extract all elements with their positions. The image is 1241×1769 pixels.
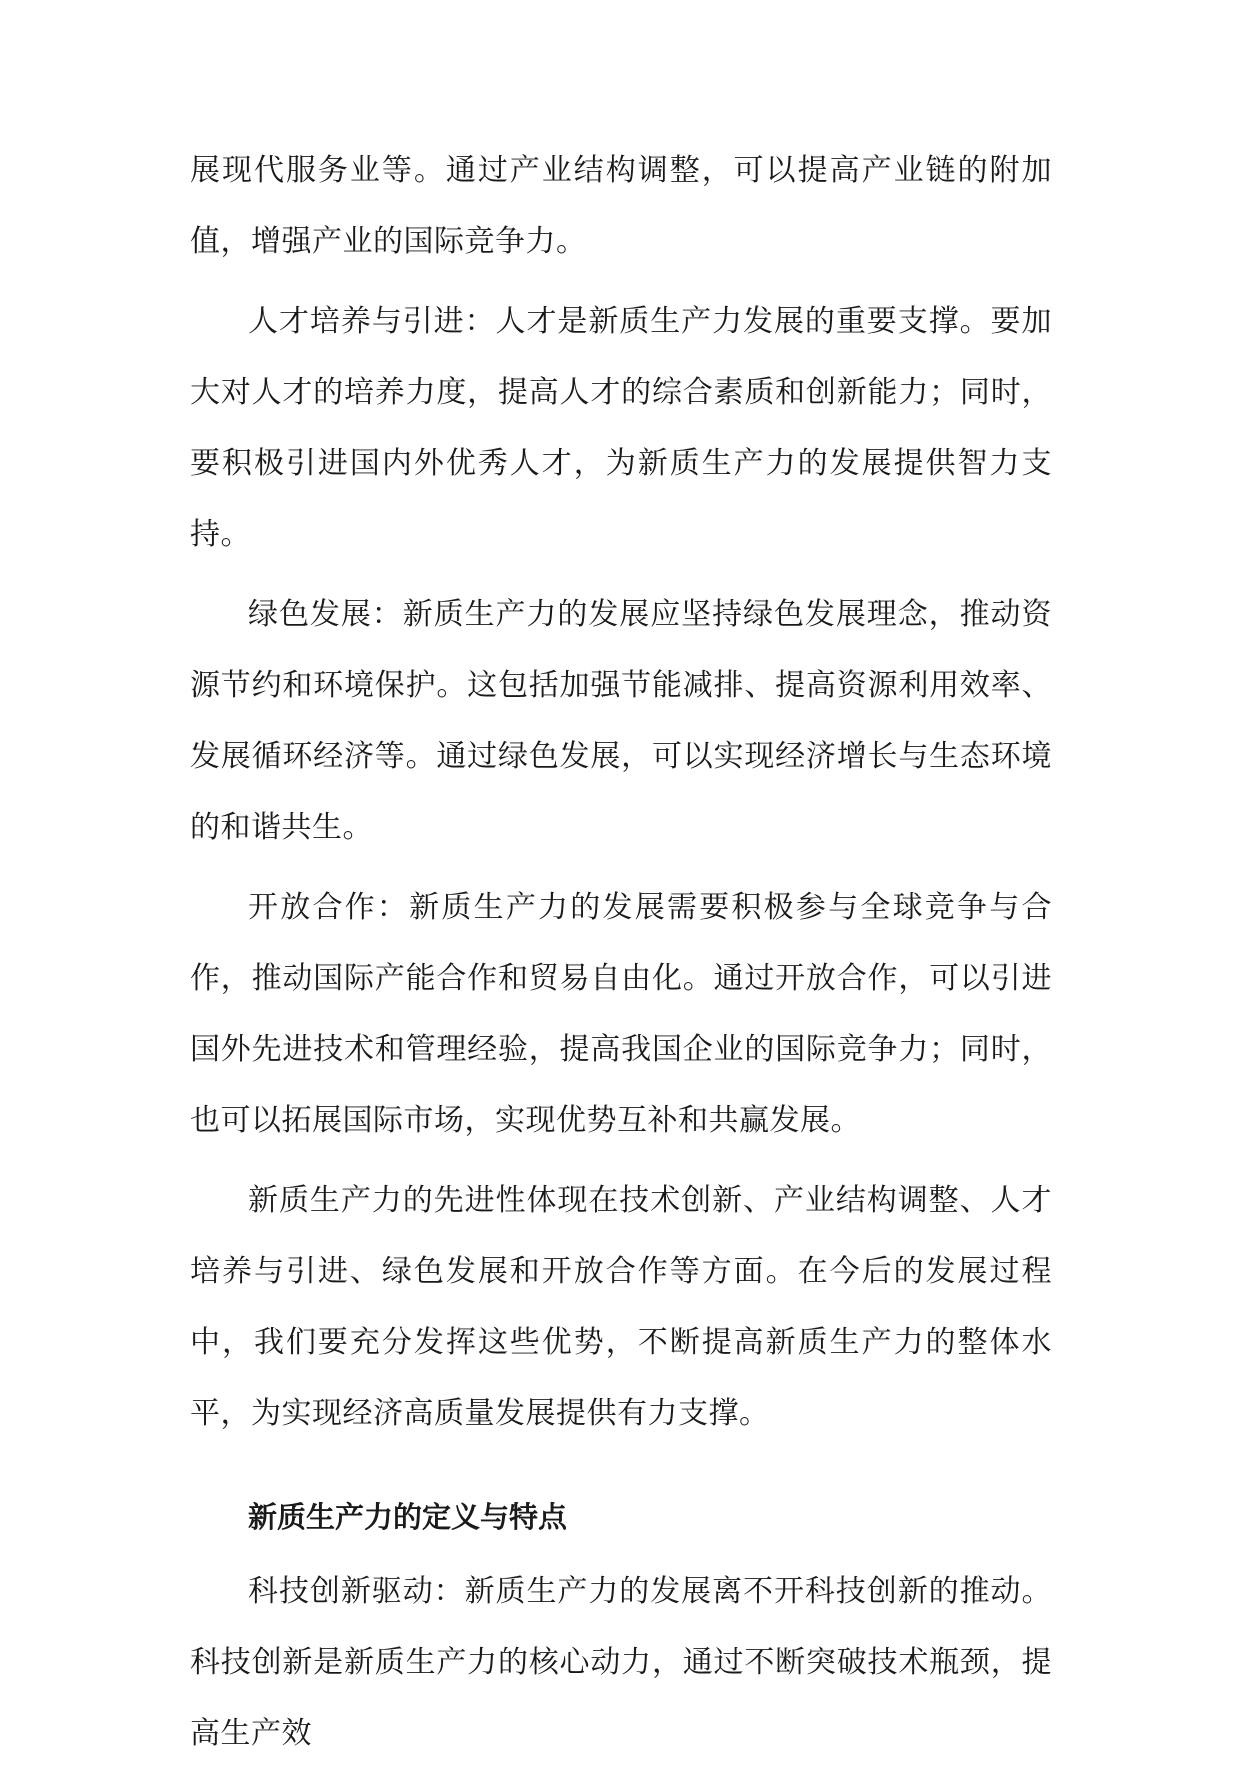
paragraph-tech-innovation: 科技创新驱动：新质生产力的发展离不开科技创新的推动。科技创新是新质生产力的核心动力，通过不断突破技术瓶颈，提高生产效 [190, 1574, 1052, 1751]
paragraph-summary: 新质生产力的先进性体现在技术创新、产业结构调整、人才培养与引进、绿色发展和开放合作等方面。在今后的发展过程中，我们要充分发挥这些优势，不断提高新质生产力的整体水平，为实现经济高质量发展提供有力支撑。 [190, 1183, 1052, 1431]
paragraph-gap [190, 570, 1052, 579]
paragraph-gap [190, 277, 1052, 286]
paragraph-green-development: 绿色发展：新质生产力的发展应坚持绿色发展理念，推动资源节约和环境保护。这包括加强节能减排、提高资源利用效率、发展循环经济等。通过绿色发展，可以实现经济增长与生态环境的和谐共生。 [190, 597, 1052, 845]
paragraph-gap [190, 1156, 1052, 1165]
paragraph-gap [190, 863, 1052, 872]
paragraph-continuation: 展现代服务业等。通过产业结构调整，可以提高产业链的附加值，增强产业的国际竞争力。 [190, 153, 1052, 259]
paragraph-open-cooperation: 开放合作：新质生产力的发展需要积极参与全球竞争与合作，推动国际产能合作和贸易自由化。通过开放合作，可以引进国外先进技术和管理经验，提高我国企业的国际竞争力；同时，也可以拓展国际市场，实现优势互补和共赢发展。 [190, 890, 1052, 1138]
section-heading: 新质生产力的定义与特点 [248, 1500, 568, 1534]
paragraph-talent: 人才培养与引进：人才是新质生产力发展的重要支撑。要加大对人才的培养力度，提高人才的综合素质和创新能力；同时，要积极引进国内外优秀人才，为新质生产力的发展提供智力支持。 [190, 304, 1052, 552]
section-gap [190, 1449, 1052, 1487]
paragraph-gap [190, 1547, 1052, 1556]
document-page [190, 135, 1052, 1769]
